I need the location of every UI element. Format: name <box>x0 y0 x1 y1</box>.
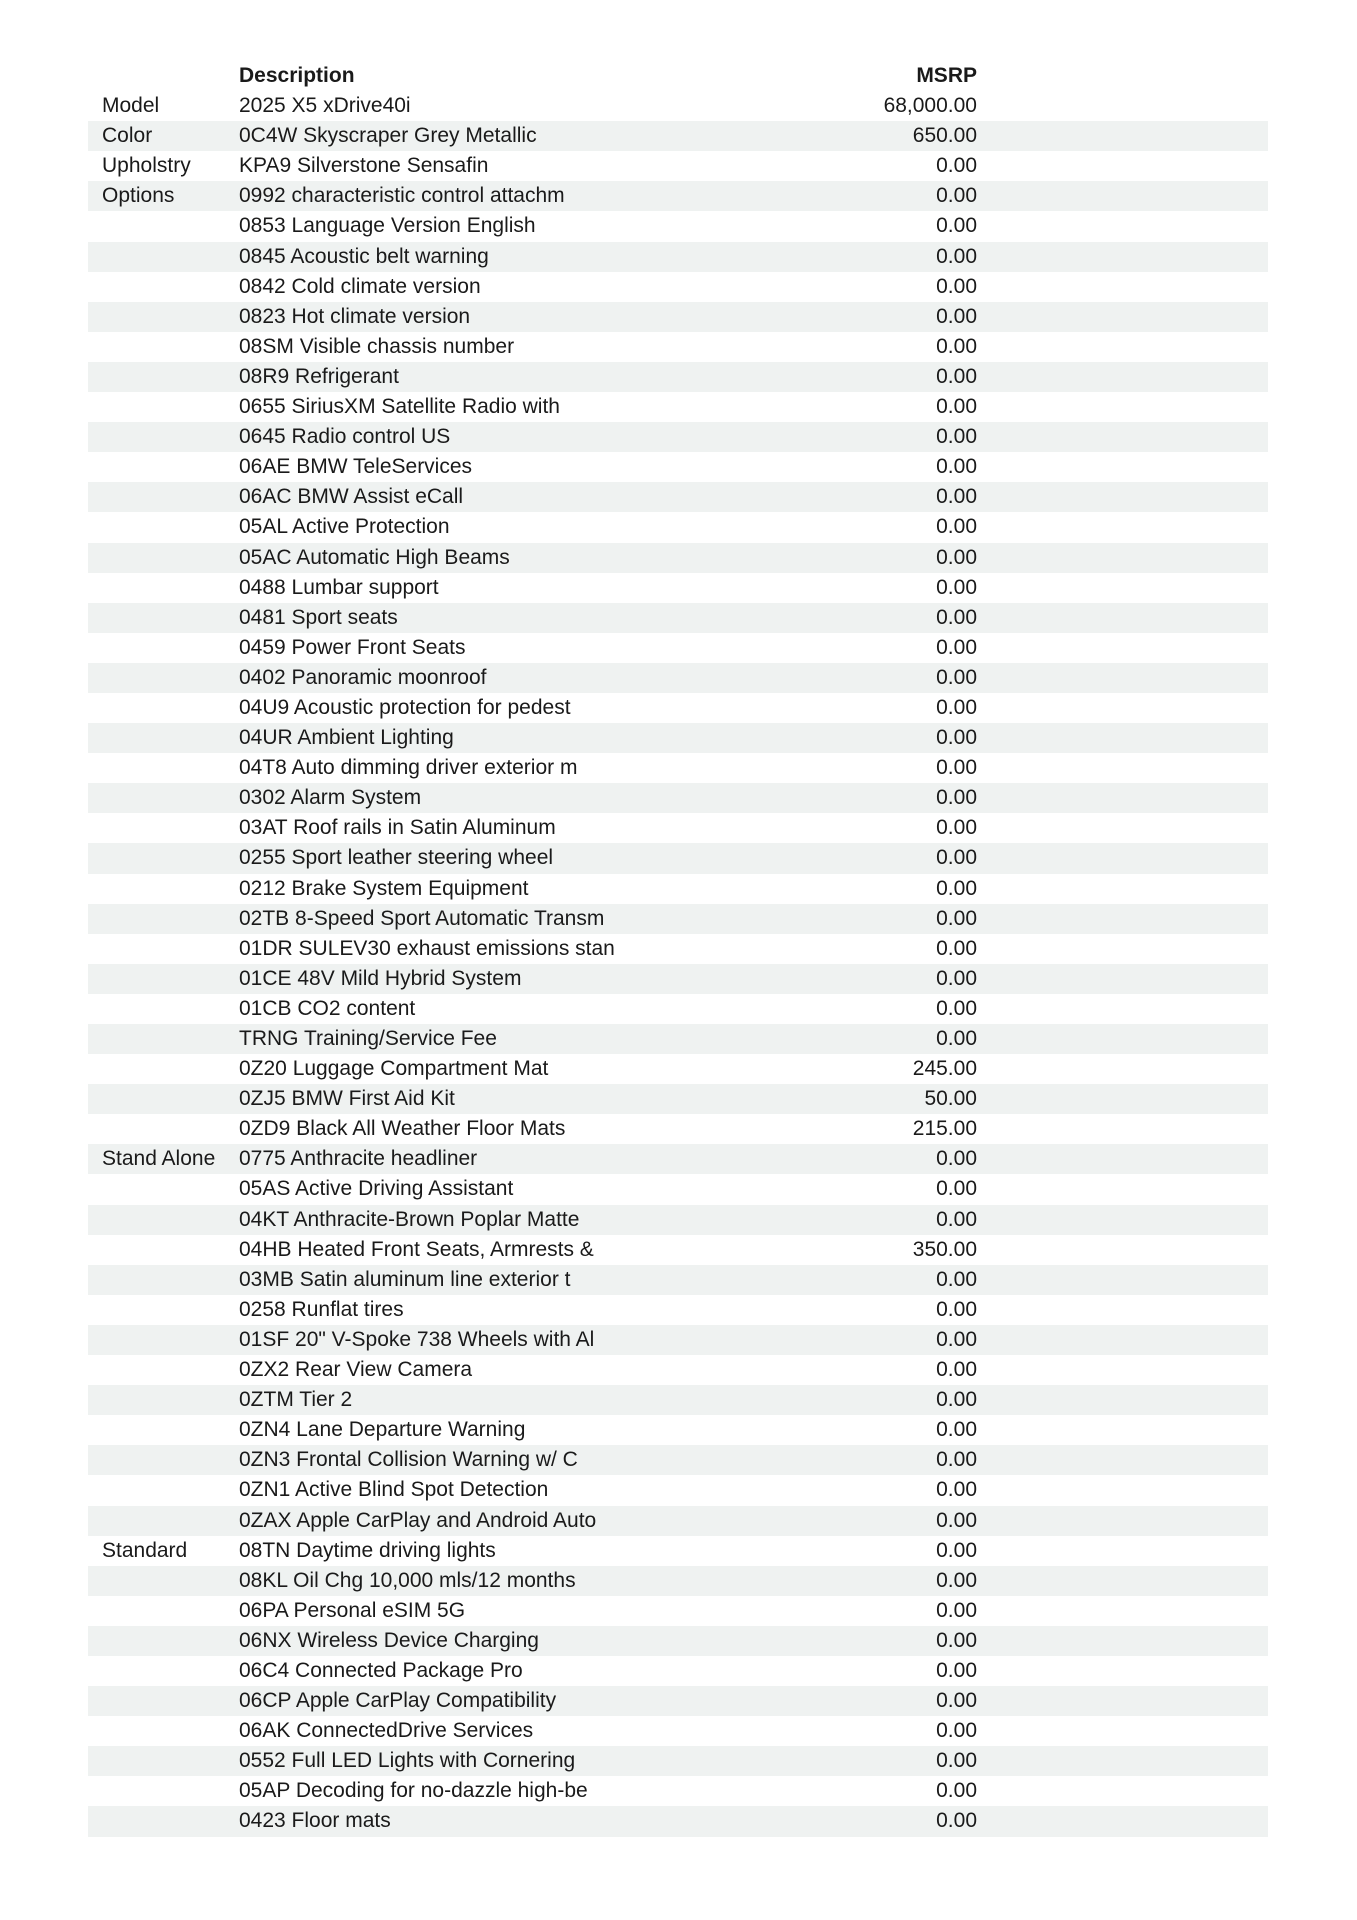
table-row <box>88 1205 1268 1235</box>
section-label: Stand Alone <box>102 1147 216 1171</box>
option-description: 0992 characteristic control attachm <box>239 184 565 208</box>
table-row <box>88 573 1268 603</box>
section-label: Model <box>102 94 160 118</box>
option-description: 08TN Daytime driving lights <box>239 1538 496 1562</box>
section-label <box>88 964 239 994</box>
option-description: 0823 Hot climate version <box>239 304 471 328</box>
option-description: 0ZD9 Black All Weather Floor Mats <box>239 1117 566 1141</box>
option-msrp: 0.00 <box>936 1027 977 1050</box>
table-row <box>88 242 1268 272</box>
table-row <box>88 1174 1268 1204</box>
section-label <box>88 1806 239 1836</box>
option-description: 0402 Panoramic moonroof <box>239 665 487 689</box>
option-msrp: 0.00 <box>936 936 977 960</box>
option-msrp: 0.00 <box>936 1749 977 1773</box>
section-label <box>88 573 239 603</box>
table-row <box>88 482 1268 512</box>
option-description: 0552 Full LED Lights with Cornering <box>239 1749 576 1773</box>
section-label <box>88 934 239 964</box>
option-description: 06NX Wireless Device Charging <box>239 1628 539 1652</box>
table-row <box>88 1596 1268 1626</box>
section-label <box>88 1235 239 1265</box>
option-description: 03AT Roof rails in Satin Aluminum <box>239 816 556 840</box>
section-label <box>88 1415 239 1445</box>
table-row <box>88 181 1268 211</box>
option-description: 06AK ConnectedDrive Services <box>239 1719 534 1743</box>
section-label: Color <box>102 124 153 148</box>
table-row <box>88 543 1268 573</box>
option-msrp: 0.00 <box>936 1779 977 1803</box>
option-msrp: 0.00 <box>936 1568 977 1592</box>
option-msrp: 0.00 <box>936 184 977 208</box>
section-column-header <box>88 61 239 91</box>
option-msrp: 650.00 <box>912 124 977 148</box>
option-msrp: 0.00 <box>936 1147 977 1171</box>
table-row <box>88 1776 1268 1806</box>
table-row <box>88 904 1268 934</box>
option-description: 0212 Brake System Equipment <box>239 876 529 900</box>
section-label <box>88 272 239 302</box>
option-msrp: 0.00 <box>936 214 977 238</box>
option-msrp: 0.00 <box>936 1719 977 1743</box>
vehicle-options-table <box>88 61 1268 1837</box>
option-msrp: 0.00 <box>936 1388 977 1412</box>
table-row <box>88 1024 1268 1054</box>
section-label <box>88 723 239 753</box>
table-row <box>88 1746 1268 1776</box>
option-msrp: 0.00 <box>936 244 977 268</box>
option-description: 04KT Anthracite-Brown Poplar Matte <box>239 1207 580 1231</box>
option-description: 0ZX2 Rear View Camera <box>239 1358 473 1382</box>
option-description: 0853 Language Version English <box>239 214 536 238</box>
table-row <box>88 783 1268 813</box>
option-msrp: 0.00 <box>936 1538 977 1562</box>
table-row <box>88 332 1268 362</box>
option-description: 0423 Floor mats <box>239 1809 391 1833</box>
option-description: 06PA Personal eSIM 5G <box>239 1598 466 1622</box>
table-row <box>88 723 1268 753</box>
table-row <box>88 693 1268 723</box>
option-msrp: 0.00 <box>936 756 977 780</box>
section-label <box>88 1626 239 1656</box>
option-msrp: 0.00 <box>936 1508 977 1532</box>
table-header-row <box>88 61 1268 91</box>
section-label <box>88 1205 239 1235</box>
option-description: 01DR SULEV30 exhaust emissions stan <box>239 936 615 960</box>
table-row <box>88 1475 1268 1505</box>
table-row <box>88 392 1268 422</box>
section-label <box>88 1776 239 1806</box>
option-msrp: 0.00 <box>936 1689 977 1713</box>
option-msrp: 68,000.00 <box>883 94 977 118</box>
option-msrp: 0.00 <box>936 515 977 539</box>
table-row <box>88 874 1268 904</box>
table-row <box>88 1716 1268 1746</box>
table-row <box>88 1536 1268 1566</box>
section-label <box>88 693 239 723</box>
table-row <box>88 1054 1268 1084</box>
option-msrp: 0.00 <box>936 1327 977 1351</box>
section-label <box>88 512 239 542</box>
option-msrp: 0.00 <box>936 1267 977 1291</box>
option-msrp: 0.00 <box>936 996 977 1020</box>
section-label <box>88 1295 239 1325</box>
option-description: 05AP Decoding for no-dazzle high-be <box>239 1779 588 1803</box>
option-msrp: 0.00 <box>936 304 977 328</box>
option-msrp: 0.00 <box>936 575 977 599</box>
option-msrp: 350.00 <box>912 1237 977 1261</box>
option-description: 0C4W Skyscraper Grey Metallic <box>239 124 537 148</box>
table-row <box>88 211 1268 241</box>
option-description: 05AL Active Protection <box>239 515 450 539</box>
option-msrp: 0.00 <box>936 1658 977 1682</box>
option-description: 2025 X5 xDrive40i <box>239 94 411 118</box>
section-label <box>88 332 239 362</box>
table-row <box>88 1656 1268 1686</box>
msrp-column-header: MSRP <box>916 64 977 87</box>
table-row <box>88 422 1268 452</box>
option-description: TRNG Training/Service Fee <box>239 1027 497 1050</box>
option-msrp: 0.00 <box>936 665 977 689</box>
table-row <box>88 362 1268 392</box>
section-label <box>88 1265 239 1295</box>
option-msrp: 0.00 <box>936 1418 977 1442</box>
option-description: 06AC BMW Assist eCall <box>239 485 464 509</box>
table-row <box>88 994 1268 1024</box>
option-msrp: 0.00 <box>936 364 977 388</box>
option-msrp: 0.00 <box>936 1358 977 1382</box>
option-description: 0258 Runflat tires <box>239 1297 404 1321</box>
section-label <box>88 452 239 482</box>
option-msrp: 0.00 <box>936 395 977 419</box>
option-description: 04HB Heated Front Seats, Armrests & <box>239 1237 594 1261</box>
option-description: 06CP Apple CarPlay Compatibility <box>239 1689 557 1713</box>
option-msrp: 0.00 <box>936 906 977 930</box>
option-description: 08R9 Refrigerant <box>239 364 399 388</box>
section-label <box>88 1084 239 1114</box>
option-description: 06C4 Connected Package Pro <box>239 1658 523 1682</box>
option-msrp: 0.00 <box>936 726 977 750</box>
table-row <box>88 1355 1268 1385</box>
section-label <box>88 603 239 633</box>
option-msrp: 215.00 <box>912 1117 977 1141</box>
option-msrp: 0.00 <box>936 876 977 900</box>
option-description: 0ZN1 Active Blind Spot Detection <box>239 1478 549 1502</box>
table-row <box>88 272 1268 302</box>
section-label <box>88 543 239 573</box>
option-msrp: 0.00 <box>936 1448 977 1472</box>
table-row <box>88 603 1268 633</box>
table-row <box>88 663 1268 693</box>
option-msrp: 0.00 <box>936 485 977 509</box>
table-row <box>88 91 1268 121</box>
option-msrp: 0.00 <box>936 154 977 178</box>
option-msrp: 0.00 <box>936 455 977 479</box>
option-msrp: 50.00 <box>924 1087 977 1111</box>
option-msrp: 0.00 <box>936 545 977 569</box>
option-description: 04T8 Auto dimming driver exterior m <box>239 756 578 780</box>
table-body <box>88 91 1268 1836</box>
table-row <box>88 1566 1268 1596</box>
section-label <box>88 843 239 873</box>
option-msrp: 0.00 <box>936 334 977 358</box>
option-description: 0842 Cold climate version <box>239 274 481 298</box>
table-row <box>88 121 1268 151</box>
table-row <box>88 1265 1268 1295</box>
table-row <box>88 633 1268 663</box>
section-label <box>88 242 239 272</box>
option-msrp: 0.00 <box>936 605 977 629</box>
option-msrp: 0.00 <box>936 1478 977 1502</box>
option-description: 0488 Lumbar support <box>239 575 439 599</box>
table-row <box>88 1385 1268 1415</box>
section-label <box>88 1596 239 1626</box>
section-label <box>88 1054 239 1084</box>
option-description: KPA9 Silverstone Sensafin <box>239 154 489 178</box>
table-row <box>88 753 1268 783</box>
section-label <box>88 1385 239 1415</box>
option-description: 05AS Active Driving Assistant <box>239 1177 514 1201</box>
section-label <box>88 1445 239 1475</box>
section-label <box>88 783 239 813</box>
table-row <box>88 1415 1268 1445</box>
option-description: 0ZN4 Lane Departure Warning <box>239 1418 526 1442</box>
option-description: 0ZAX Apple CarPlay and Android Auto <box>239 1508 597 1532</box>
table-row <box>88 1084 1268 1114</box>
table-row <box>88 151 1268 181</box>
option-description: 06AE BMW TeleServices <box>239 455 473 479</box>
option-description: 0ZJ5 BMW First Aid Kit <box>239 1087 455 1111</box>
option-description: 08KL Oil Chg 10,000 mls/12 months <box>239 1568 576 1592</box>
table-row <box>88 1235 1268 1265</box>
option-description: 0302 Alarm System <box>239 786 422 810</box>
table-row <box>88 843 1268 873</box>
table-row <box>88 1686 1268 1716</box>
section-label <box>88 633 239 663</box>
section-label <box>88 663 239 693</box>
section-label <box>88 1656 239 1686</box>
option-description: 02TB 8-Speed Sport Automatic Transm <box>239 906 605 930</box>
option-description: 05AC Automatic High Beams <box>239 545 510 569</box>
section-label <box>88 813 239 843</box>
option-msrp: 0.00 <box>936 1297 977 1321</box>
section-label <box>88 1686 239 1716</box>
table-row <box>88 934 1268 964</box>
section-label <box>88 1716 239 1746</box>
table-row <box>88 813 1268 843</box>
table-row <box>88 964 1268 994</box>
section-label: Upholstry <box>102 154 191 178</box>
section-label <box>88 1475 239 1505</box>
section-label <box>88 422 239 452</box>
option-msrp: 0.00 <box>936 1207 977 1231</box>
section-label: Options <box>102 184 175 208</box>
option-description: 01CE 48V Mild Hybrid System <box>239 966 522 990</box>
table-row <box>88 1445 1268 1475</box>
option-description: 0459 Power Front Seats <box>239 635 466 659</box>
option-msrp: 0.00 <box>936 695 977 719</box>
option-description: 0ZTM Tier 2 <box>239 1388 353 1412</box>
table-row <box>88 1325 1268 1355</box>
table-row <box>88 302 1268 332</box>
section-label <box>88 1174 239 1204</box>
table-row <box>88 1144 1268 1174</box>
section-label <box>88 1506 239 1536</box>
option-description: 0645 Radio control US <box>239 425 451 449</box>
option-description: 04UR Ambient Lighting <box>239 726 454 750</box>
table-row <box>88 1626 1268 1656</box>
table-row <box>88 452 1268 482</box>
option-description: 0ZN3 Frontal Collision Warning w/ C <box>239 1448 578 1472</box>
option-description: 03MB Satin aluminum line exterior t <box>239 1267 571 1291</box>
section-label <box>88 302 239 332</box>
section-label <box>88 753 239 783</box>
section-label <box>88 1355 239 1385</box>
option-msrp: 0.00 <box>936 1628 977 1652</box>
option-description: 0255 Sport leather steering wheel <box>239 846 554 870</box>
section-label <box>88 482 239 512</box>
section-label <box>88 1024 239 1054</box>
section-label <box>88 1746 239 1776</box>
section-label <box>88 1566 239 1596</box>
table-row <box>88 1806 1268 1836</box>
table-row <box>88 1506 1268 1536</box>
option-description: 0481 Sport seats <box>239 605 398 629</box>
option-description: 08SM Visible chassis number <box>239 334 515 358</box>
option-msrp: 0.00 <box>936 1177 977 1201</box>
option-msrp: 0.00 <box>936 786 977 810</box>
section-label <box>88 904 239 934</box>
section-label <box>88 994 239 1024</box>
section-label <box>88 362 239 392</box>
table-row <box>88 1114 1268 1144</box>
option-description: 01CB CO2 content <box>239 996 416 1020</box>
option-msrp: 0.00 <box>936 635 977 659</box>
option-description: 0845 Acoustic belt warning <box>239 244 489 268</box>
option-msrp: 0.00 <box>936 846 977 870</box>
option-description: 0655 SiriusXM Satellite Radio with <box>239 395 560 419</box>
option-description: 01SF 20" V-Spoke 738 Wheels with Al <box>239 1327 595 1351</box>
option-description: 0775 Anthracite headliner <box>239 1147 478 1171</box>
section-label <box>88 1114 239 1144</box>
option-msrp: 0.00 <box>936 1809 977 1833</box>
section-label: Standard <box>102 1538 188 1562</box>
option-msrp: 0.00 <box>936 274 977 298</box>
section-label <box>88 392 239 422</box>
description-column-header: Description <box>239 64 355 87</box>
option-msrp: 0.00 <box>936 966 977 990</box>
table-row <box>88 512 1268 542</box>
option-description: 0Z20 Luggage Compartment Mat <box>239 1057 549 1081</box>
section-label <box>88 1325 239 1355</box>
option-description: 04U9 Acoustic protection for pedest <box>239 695 571 719</box>
option-msrp: 0.00 <box>936 1598 977 1622</box>
option-msrp: 245.00 <box>912 1057 977 1081</box>
section-label <box>88 874 239 904</box>
option-msrp: 0.00 <box>936 816 977 840</box>
table-row <box>88 1295 1268 1325</box>
option-msrp: 0.00 <box>936 425 977 449</box>
section-label <box>88 211 239 241</box>
